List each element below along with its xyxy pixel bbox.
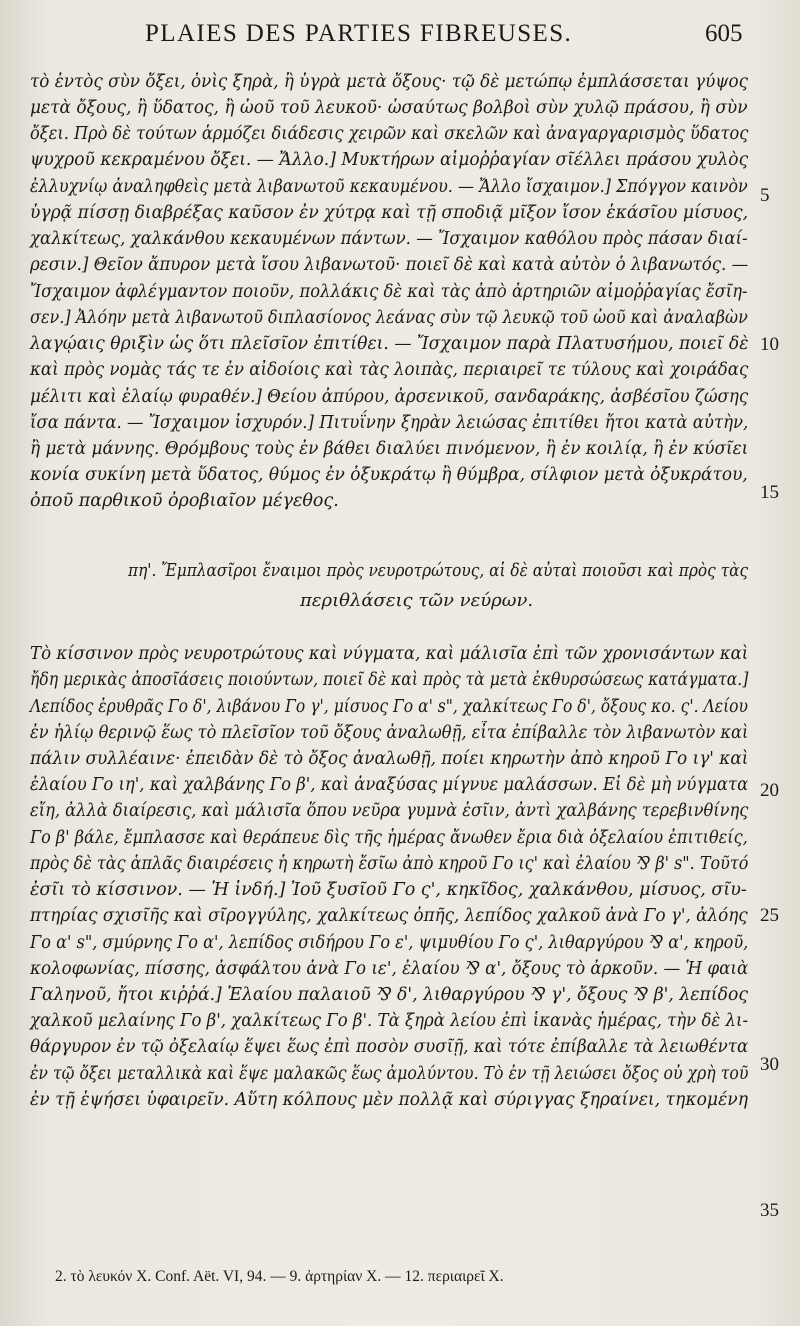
text-line: πρὸς δὲ τὰς ἁπλᾶς διαιρέσεις ἡ κηρωτὴ ἔσῖω ἀπὸ κηροῦ Γο ις' καὶ ἐλαίου ⅋ β' s". Τοῦτό <box>30 854 749 874</box>
text-line: μέλιτι καὶ ἐλαίῳ φυραθέν.] Θείου ἀπύρου, ἀρσενικοῦ, σανδαράκης, ἀσβέσῖου ζώσης <box>30 387 749 407</box>
text-line: ψυχροῦ κεκραμένου ὄξει. — Ἄλλο.] Μυκτήρων αἱμοῤῥαγίαν σῖέλλει πράσου χυλὸς <box>30 150 749 170</box>
text-line: Λεπίδος ἐρυθρᾶς Γο δ', λιβάνου Γο γ', μίσυος Γο α' s", χαλκίτεως Γο δ', ὄξους κο. ς'. Λείου <box>30 697 748 717</box>
line-number: 20 <box>760 780 779 801</box>
text-line: ὑγρᾷ πίσσῃ διαβρέξας καῦσον ἐν χύτρᾳ καὶ τῇ σποδιᾷ μῖξον ἴσον ἑκάσῖου μίσυος, <box>30 203 749 223</box>
text-line: κολοφωνίας, πίσσης, ἀσφάλτου ἀνὰ Γο ιε', ἐλαίου ⅋ α', ὄξους τὸ ἀρκοῦν. — Ἡ φαιὰ <box>30 959 749 979</box>
page-number: 605 <box>705 20 743 47</box>
text-line: ἐν ἡλίῳ θερινῷ ἕως τὸ πλεῖσῖον τοῦ ὄξους ἀναλωθῇ, εἶτα ἐπίβαλλε τὸν λιβανωτὸν καὶ <box>30 723 749 743</box>
text-line: πάλιν συλλέαινε· ἐπειδὰν δὲ τὸ ὄξος ἀναλωθῇ, ποίει κηρωτὴν ἀπὸ κηροῦ Γο ιγ' καὶ <box>30 749 749 769</box>
text-line: ἐλαίου Γο ιη', καὶ χαλβάνης Γο β', καὶ ἀναξύσας μίγνυε μαλάσσων. Εἰ δὲ μὴ νύγματα <box>30 775 749 795</box>
text-line: ὄξει. Πρὸ δὲ τούτων ἁρμόζει διάδεσις χειρῶν καὶ σκελῶν καὶ ἀναγαργαρισμὸς ὕδατος <box>30 124 749 144</box>
text-line: πτηρίας σχισῖῆς καὶ σῖρογγύλης, χαλκίτεως ὀπῆς, λεπίδος χαλκοῦ ἀνὰ Γο γ', ἀλόης <box>30 906 748 926</box>
text-line: ἐν τῷ ὄξει μεταλλικὰ καὶ ἕψε μαλακῶς ἕως ἀμολύντου. Τὸ ἐν τῇ λειώσει ὄξος οὐ χρὴ τοῦ <box>30 1064 749 1084</box>
page-header <box>0 20 800 54</box>
line-number: 25 <box>760 905 779 926</box>
section-heading-line: πη'. Ἔμπλασῖροι ἔναιμοι πρὸς νευροτρώτους, αἱ δὲ αὐταὶ ποιοῦσι καὶ πρὸς τὰς <box>128 560 749 581</box>
line-number: 35 <box>760 1200 779 1221</box>
line-number: 10 <box>760 334 779 355</box>
text-line: κονία συκίνη μετὰ ὕδατος, θύμος ἐν ὀξυκράτῳ ἢ θύμβρα, σίλφιον μετὰ ὀξυκράτου, <box>30 465 748 485</box>
text-line: ὀποῦ παρθικοῦ ὀροβιαῖον μέγεθος. <box>30 491 339 511</box>
text-line: Γο α' s", σμύρνης Γο α', λεπίδος σιδήρου Γο ε', ψιμυθίου Γο ς', λιθαργύρου ⅋ α', κηροῦ, <box>30 933 749 953</box>
text-line: λαγῴαις θριξὶν ὡς ὅτι πλεῖσῖον ἐπιτίθει. — Ἴσχαιμον παρὰ Πλατυσήμου, ποιεῖ δὲ <box>30 334 749 354</box>
text-line: Γο β' βάλε, ἔμπλασσε καὶ θεράπευε δὶς τῆς ἡμέρας ἄνωθεν ἔρια διὰ ὀξελαίου ἐπιτιθείς, <box>30 828 748 848</box>
text-line: χαλκοῦ μελαίνης Γο β', χαλκίτεως Γο β'. Τὰ ξηρὰ λείου ἐπὶ ἱκανὰς ἡμέρας, τὴν δὲ λι- <box>30 1011 749 1031</box>
line-number: 15 <box>760 482 779 503</box>
line-number: 5 <box>760 185 770 206</box>
text-line: σεν.] Ἀλόην μετὰ λιβανωτοῦ διπλασίονος λεάνας σὺν τῷ λευκῷ τοῦ ὠοῦ καὶ ἀναλαβὼν <box>30 308 748 328</box>
text-line: θάργυρον ἐν τῷ ὀξελαίῳ ἕψει ἕως ἐπὶ ποσὸν συσῖῇ, καὶ τότε ἐπίβαλλε τὰ λειωθέντα <box>30 1037 749 1057</box>
text-line: ἴσα πάντα. — Ἴσχαιμον ἰσχυρόν.] Πιτυΐνην ξηρὰν λειώσας ἐπιτίθει ἤτοι κατὰ αὐτὴν, <box>30 413 749 433</box>
text-line: ἢ μετὰ μάννης. Θρόμβους τοὺς ἐν βάθει διαλύει πινόμενον, ἢ ἐν κοιλίᾳ, ἢ ἐν κύσῖει <box>30 439 749 459</box>
text-line: ἐσῖι τὸ κίσσινον. — Ἡ ἰνδή.] Ἰοῦ ξυσῖοῦ Γο ς', κηκῖδος, χαλκάνθου, μίσυος, σῖυ- <box>30 880 747 900</box>
text-line: ἤδη μερικὰς ἀποσῖάσεις ποιούντων, ποιεῖ δὲ καὶ πρὸς τὰ μετὰ ἐκθυρσώσεως κατάγματα.] <box>30 670 749 690</box>
text-line: καὶ πρὸς νομὰς τάς τε ἐν αἰδοίοις καὶ τὰς λοιπὰς, περιαιρεῖ τε τύλους καὶ χοιράδας <box>30 360 749 380</box>
text-line: μετὰ ὄξους, ἢ ὕδατος, ἢ ὠοῦ τοῦ λευκοῦ· ὡσαύτως βολβοὶ σὺν χυλῷ πράσου, ἢ σὺν <box>30 98 748 118</box>
section-heading-line: περιθλάσεις τῶν νεύρων. <box>300 590 534 611</box>
footnote: 2. τὸ λευκόν X. Conf. Aët. VI, 94. — 9. ἀρτηρίαν X. — 12. περιαιρεῖ X. <box>55 1268 504 1285</box>
line-number: 30 <box>760 1054 779 1075</box>
text-line: Γαληνοῦ, ἤτοι κιῤῥά.] Ἐλαίου παλαιοῦ ⅋ δ', λιθαργύρου ⅋ γ', ὄξους ⅋ β', λεπίδος <box>30 985 749 1005</box>
text-line: εἴη, ἀλλὰ διαίρεσις, καὶ μάλισῖα ὅπου νεῦρα γυμνὰ ἐσῖιν, ἀντὶ χαλβάνης τερεβινθίνης <box>30 801 749 821</box>
text-line: τὸ ἐντὸς σὺν ὄξει, ὀνὶς ξηρὰ, ἢ ὑγρὰ μετὰ ὄξους· τῷ δὲ μετώπῳ ἐμπλάσσεται γύψος <box>30 72 749 92</box>
text-line: Ἴσχαιμον ἀφλέγμαντον ποιοῦν, πολλάκις δὲ καὶ τὰς ἀπὸ ἀρτηριῶν αἱμοῤῥαγίας ἔσῖη- <box>30 282 748 302</box>
text-line: χαλκίτεως, χαλκάνθου κεκαυμένων πάντων. — Ἴσχαιμον καθόλου πρὸς πάσαν διαί- <box>30 229 748 249</box>
running-title: PLAIES DES PARTIES FIBREUSES. <box>145 20 573 47</box>
text-line: ρεσιν.] Θεῖον ἄπυρον μετὰ ἴσου λιβανωτοῦ· ποιεῖ δὲ καὶ κατὰ αὐτὸν ὁ λιβανωτός. — <box>30 255 749 275</box>
text-line: ἐν τῇ ἑψήσει ὑφαιρεῖν. Αὕτη κόλπους μὲν πολλᾷ καὶ σύριγγας ξηραίνει, τηκομένη <box>30 1090 749 1110</box>
text-line: ἐλλυχνίῳ ἀναληφθεὶς μετὰ λιβανωτοῦ κεκαυμένου. — Ἄλλο ἴσχαιμον.] Σπόγγον καινὸν <box>30 177 748 197</box>
text-line: Τὸ κίσσινον πρὸς νευροτρώτους καὶ νύγματα, καὶ μάλισῖα ἐπὶ τῶν χρονισάντων καὶ <box>30 644 749 664</box>
